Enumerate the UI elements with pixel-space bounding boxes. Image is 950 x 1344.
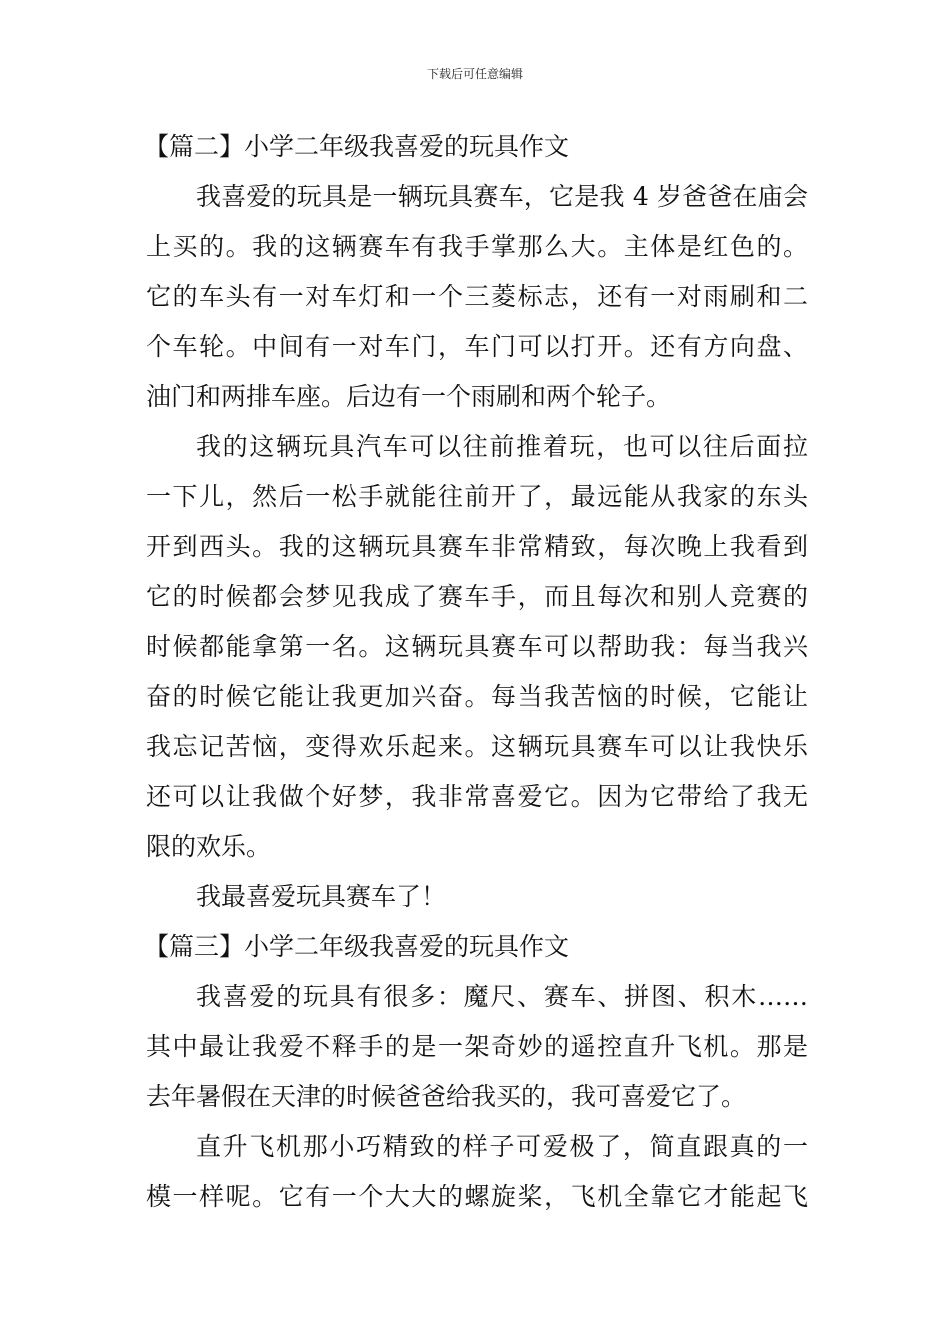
text-line: 我最喜爱玩具赛车了！: [196, 882, 447, 911]
page-header-note: 下载后可任意编辑: [426, 67, 523, 81]
text-line: 上买的。我的这辆赛车有我手掌那么大。主体是红色的。: [146, 232, 808, 261]
text-line: 个车轮。中间有一对车门，车门可以打开。还有方向盘、: [146, 332, 808, 361]
text-line: 我喜爱的玩具有很多：魔尺、赛车、拼图、积木……: [196, 982, 808, 1011]
text-line: 还可以让我做个好梦，我非常喜爱它。因为它带给了我无: [146, 782, 808, 811]
text-line: 模一样呢。它有一个大大的螺旋桨，飞机全靠它才能起飞: [146, 1182, 808, 1211]
text-line: 油门和两排车座。后边有一个雨刷和两个轮子。: [146, 382, 672, 411]
text-line: 奋的时候它能让我更加兴奋。每当我苦恼的时候，它能让: [146, 682, 808, 711]
text-line: 它的车头有一对车灯和一个三菱标志，还有一对雨刷和二: [146, 282, 808, 311]
document-body: [146, 128, 808, 1228]
section-heading: 【篇二】小学二年级我喜爱的玩具作文: [144, 132, 570, 161]
text-line: 它的时候都会梦见我成了赛车手，而且每次和别人竞赛的: [146, 582, 808, 611]
text-line: 时候都能拿第一名。这辆玩具赛车可以帮助我：每当我兴: [146, 632, 808, 661]
text-line: 限的欢乐。: [146, 832, 272, 861]
text-line: 其中最让我爱不释手的是一架奇妙的遥控直升飞机。那是: [146, 1032, 808, 1061]
text-line: 直升飞机那小巧精致的样子可爱极了，简直跟真的一: [196, 1132, 808, 1161]
text-line: 我忘记苦恼，变得欢乐起来。这辆玩具赛车可以让我快乐: [146, 732, 808, 761]
text-line: 一下儿，然后一松手就能往前开了，最远能从我家的东头: [146, 482, 808, 511]
text-line: 我的这辆玩具汽车可以往前推着玩，也可以往后面拉: [196, 432, 808, 461]
text-line: 开到西头。我的这辆玩具赛车非常精致，每次晚上我看到: [146, 532, 808, 561]
section-heading: 【篇三】小学二年级我喜爱的玩具作文: [144, 932, 570, 961]
text-line: 我喜爱的玩具是一辆玩具赛车，它是我 4 岁爸爸在庙会: [196, 182, 808, 211]
text-line: 去年暑假在天津的时候爸爸给我买的，我可喜爱它了。: [146, 1082, 747, 1111]
